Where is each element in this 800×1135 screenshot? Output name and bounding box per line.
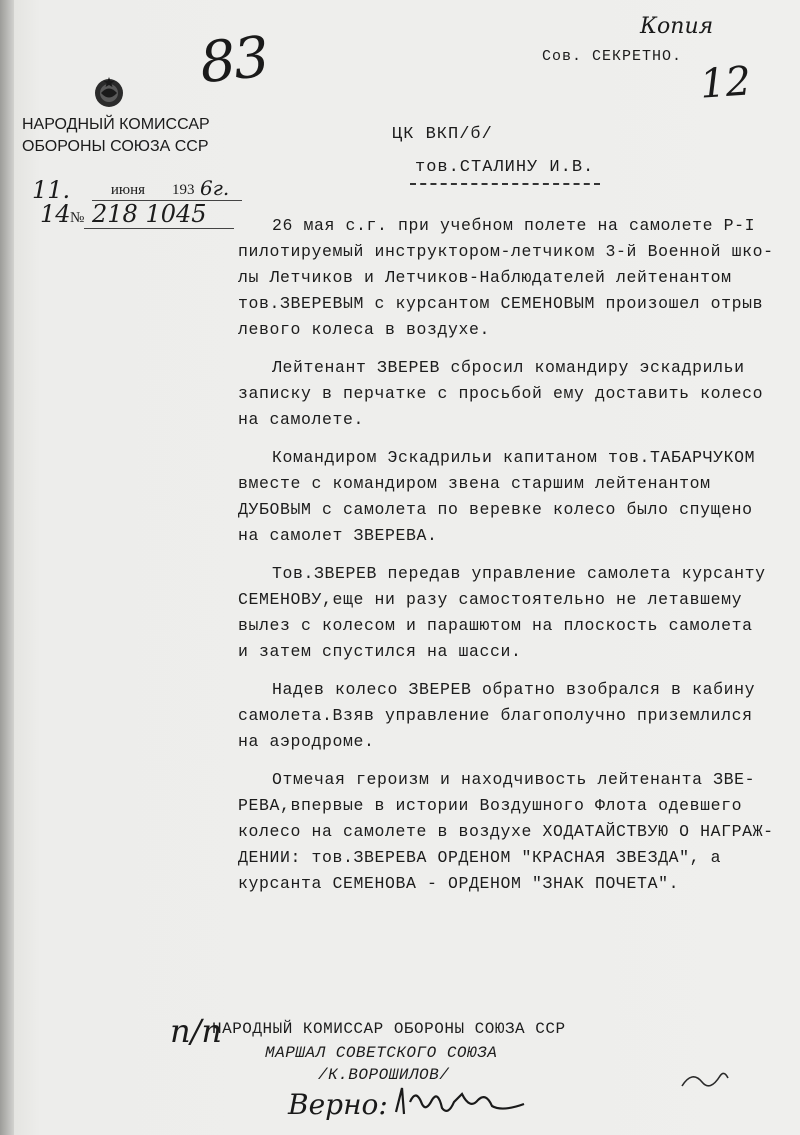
text-line: РЕВА,впервые в истории Воздушного Флота одевшего [238, 796, 743, 815]
text-line: Лейтенант ЗВЕРЕВ сбросил командиру эскадрильи [272, 358, 745, 377]
letterhead [22, 114, 210, 158]
text-line: СЕМЕНОВУ,еще ни разу самостоятельно не летавшему [238, 590, 743, 609]
copy-mark-handwritten: Копия [640, 14, 714, 39]
addressee-organization: ЦК ВКП/б/ [392, 125, 493, 144]
handwritten-signature [392, 1082, 532, 1122]
text-line: ДУБОВЫМ с самолета по веревке колесо было спущено [238, 500, 753, 519]
date-month: июня [110, 182, 146, 198]
text-line: Надев колесо ЗВЕРЕВ обратно взобрался в кабину [272, 680, 756, 699]
addressee-person: тов.СТАЛИНУ И.В. [415, 158, 595, 177]
signatory-name: /К.ВОРОШИЛОВ/ [318, 1066, 450, 1084]
text-line: тов.ЗВЕРЕВЫМ с курсантом СЕМЕНОВЫМ произошел отрыв [238, 294, 764, 313]
text-line: курсанта СЕМЕНОВА - ОРДЕНОМ "ЗНАК ПОЧЕТА". [238, 874, 680, 893]
verified-mark-handwritten: Верно: [288, 1088, 388, 1121]
signatory-rank: МАРШАЛ СОВЕТСКОГО СОЮЗА [265, 1044, 498, 1062]
page-binding-edge [0, 0, 14, 1135]
text-line: на самолете. [238, 410, 365, 429]
text-line: левого колеса в воздухе. [238, 320, 491, 339]
state-emblem-icon [92, 76, 126, 110]
addressee-underline [410, 183, 600, 185]
text-line: на аэродроме. [238, 732, 375, 751]
signatory-title: НАРОДНЫЙ КОМИССАР ОБОРОНЫ СОЮЗА ССР [212, 1020, 566, 1038]
classification-stamp: Сов. СЕКРЕТНО. [542, 48, 683, 65]
date-day: 11. [32, 176, 71, 204]
text-line: вылез с колесом и парашютом на плоскость самолета [238, 616, 753, 635]
text-line: Командиром Эскадрильи капитаном тов.ТАБАРЧУКОМ [272, 448, 756, 467]
text-line: вместе с командиром звена старшим лейтенантом [238, 474, 711, 493]
registration-number-line [40, 200, 207, 228]
registration-number: 218 1045 [92, 200, 207, 228]
sheet-number-handwritten: 12 [698, 58, 753, 108]
text-line: колесо на самолете в воздухе ХОДАТАЙСТВУЮ О НАГРАЖ- [238, 822, 774, 841]
letter-body [238, 213, 778, 909]
text-line: пилотируемый инструктором-летчиком 3-й Военной шко- [238, 242, 774, 261]
text-line: 26 мая с.г. при учебном полете на самолете Р-I [272, 216, 756, 235]
letterhead-line-2: ОБОРОНЫ СОЮЗА ССР [22, 138, 209, 155]
paragraph [238, 445, 778, 549]
number-sign: № [70, 210, 85, 226]
paragraph [238, 355, 778, 433]
letterhead-line-1: НАРОДНЫЙ КОМИССАР [22, 116, 210, 133]
number-underline [84, 228, 234, 229]
archive-number-handwritten: 83 [196, 24, 271, 97]
text-line: на самолет ЗВЕРЕВА. [238, 526, 438, 545]
date-year-suffix: 6г. [200, 176, 230, 200]
text-line: ДЕНИИ: тов.ЗВЕРЕВА ОРДЕНОМ "КРАСНАЯ ЗВЕЗДА", а [238, 848, 722, 867]
text-line: Тов.ЗВЕРЕВ передав управление самолета курсанту [272, 564, 766, 583]
text-line: самолета.Взяв управление благополучно приземлился [238, 706, 753, 725]
paragraph [238, 677, 778, 755]
text-line: лы Летчиков и Летчиков-Наблюдателей лейтенантом [238, 268, 732, 287]
text-line: записку в перчатке с просьбой ему доставить колесо [238, 384, 764, 403]
registration-day: 14 [40, 200, 71, 228]
signature-marker-handwritten: п/п [170, 1012, 222, 1050]
text-line: Отмечая героизм и находчивость лейтенанта ЗВЕ- [272, 770, 756, 789]
text-line: и затем спустился на шасси. [238, 642, 522, 661]
paragraph [238, 767, 778, 897]
paragraph [238, 213, 778, 343]
signature-flourish [680, 1066, 730, 1096]
date-year-prefix: 193 [172, 182, 195, 198]
paragraph [238, 561, 778, 665]
